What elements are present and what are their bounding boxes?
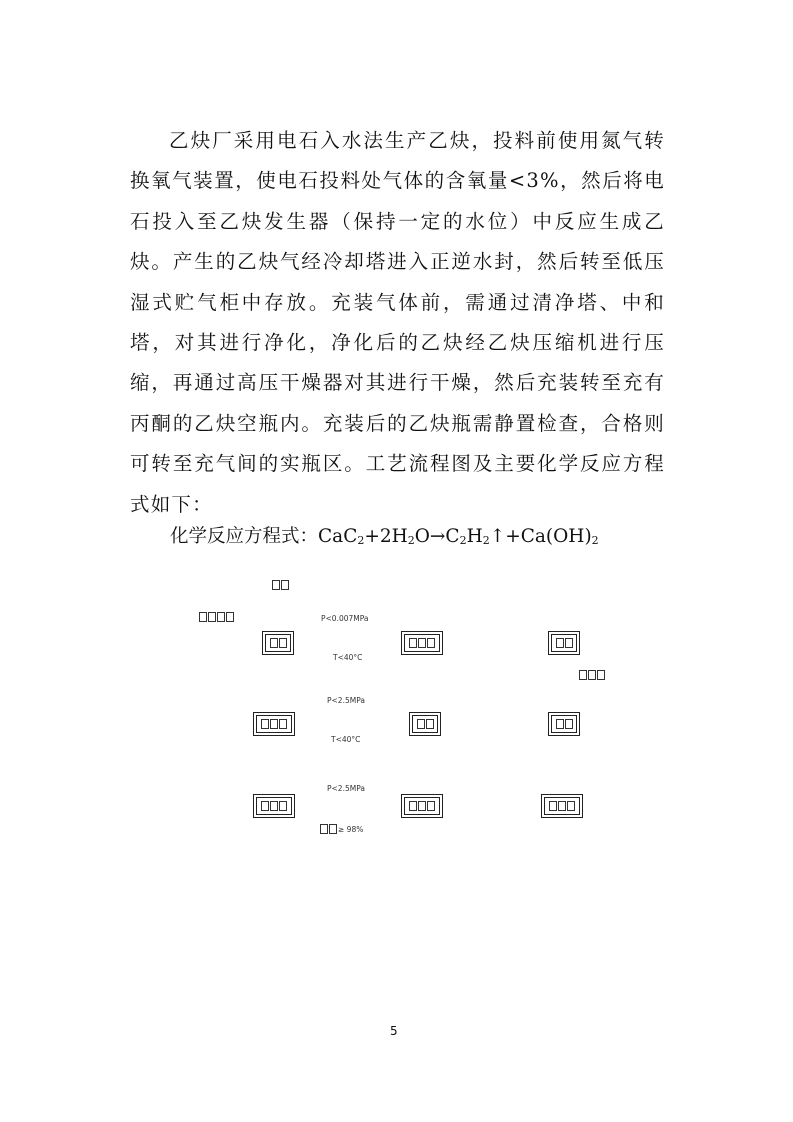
label-glyphs-right (579, 670, 605, 680)
process-box-7 (253, 794, 295, 818)
process-box-4 (253, 712, 295, 736)
condition-pressure-2: P<2.5MPa (327, 696, 365, 705)
eq-sub-4: 2 (482, 534, 490, 547)
process-box-5 (409, 712, 441, 736)
condition-pressure-1: P<0.007MPa (321, 614, 369, 623)
page-number: 5 (390, 1024, 398, 1038)
condition-purity-value: ≥ 98% (338, 824, 364, 834)
condition-temp-2: T<40°C (331, 735, 361, 744)
condition-purity (320, 824, 363, 834)
eq-part-1: CaC (318, 526, 358, 547)
eq-part-2: +2H (364, 526, 408, 547)
label-glyphs-top (272, 580, 289, 590)
eq-sub-3: 2 (459, 534, 467, 547)
process-box-1 (262, 631, 294, 655)
condition-pressure-3: P<2.5MPa (327, 784, 365, 793)
process-box-9 (541, 794, 583, 818)
eq-part-5: ↑+Ca(OH) (489, 526, 592, 547)
label-glyphs-left (199, 612, 234, 622)
process-box-3 (548, 631, 580, 655)
eq-sub-1: 2 (357, 534, 365, 547)
process-box-8 (401, 794, 443, 818)
equation-prefix: 化学反应方程式： (170, 526, 319, 547)
eq-sub-2: 2 (407, 534, 415, 547)
condition-temp-1: T<40°C (333, 653, 363, 662)
eq-part-3: O→C (414, 526, 460, 547)
eq-sub-5: 2 (591, 534, 599, 547)
eq-part-4: H (466, 526, 483, 547)
body-paragraph: 乙炔厂采用电石入水法生产乙炔，投料前使用氮气转换氧气装置，使电石投料处气体的含氧量<3%，然后将电石投入至乙炔发生器（保持一定的水位）中反应生成乙炔。产生的乙炔气经冷却塔进入正逆水封，然后转至低压湿式贮气柜中存放。充装气体前，需通过清净塔、中和塔，对其进行净化，净化后的乙炔经乙炔压缩机进行压缩，再通过高压干燥器对其进行干燥，然后充装转至充有丙酮的乙炔空瓶内。充装后的乙炔瓶需静置检查，合格则可转至充气间的实瓶区。工艺流程图及主要化学反应方程式如下： (130, 129, 665, 516)
process-box-2 (401, 631, 443, 655)
process-box-6 (548, 712, 580, 736)
